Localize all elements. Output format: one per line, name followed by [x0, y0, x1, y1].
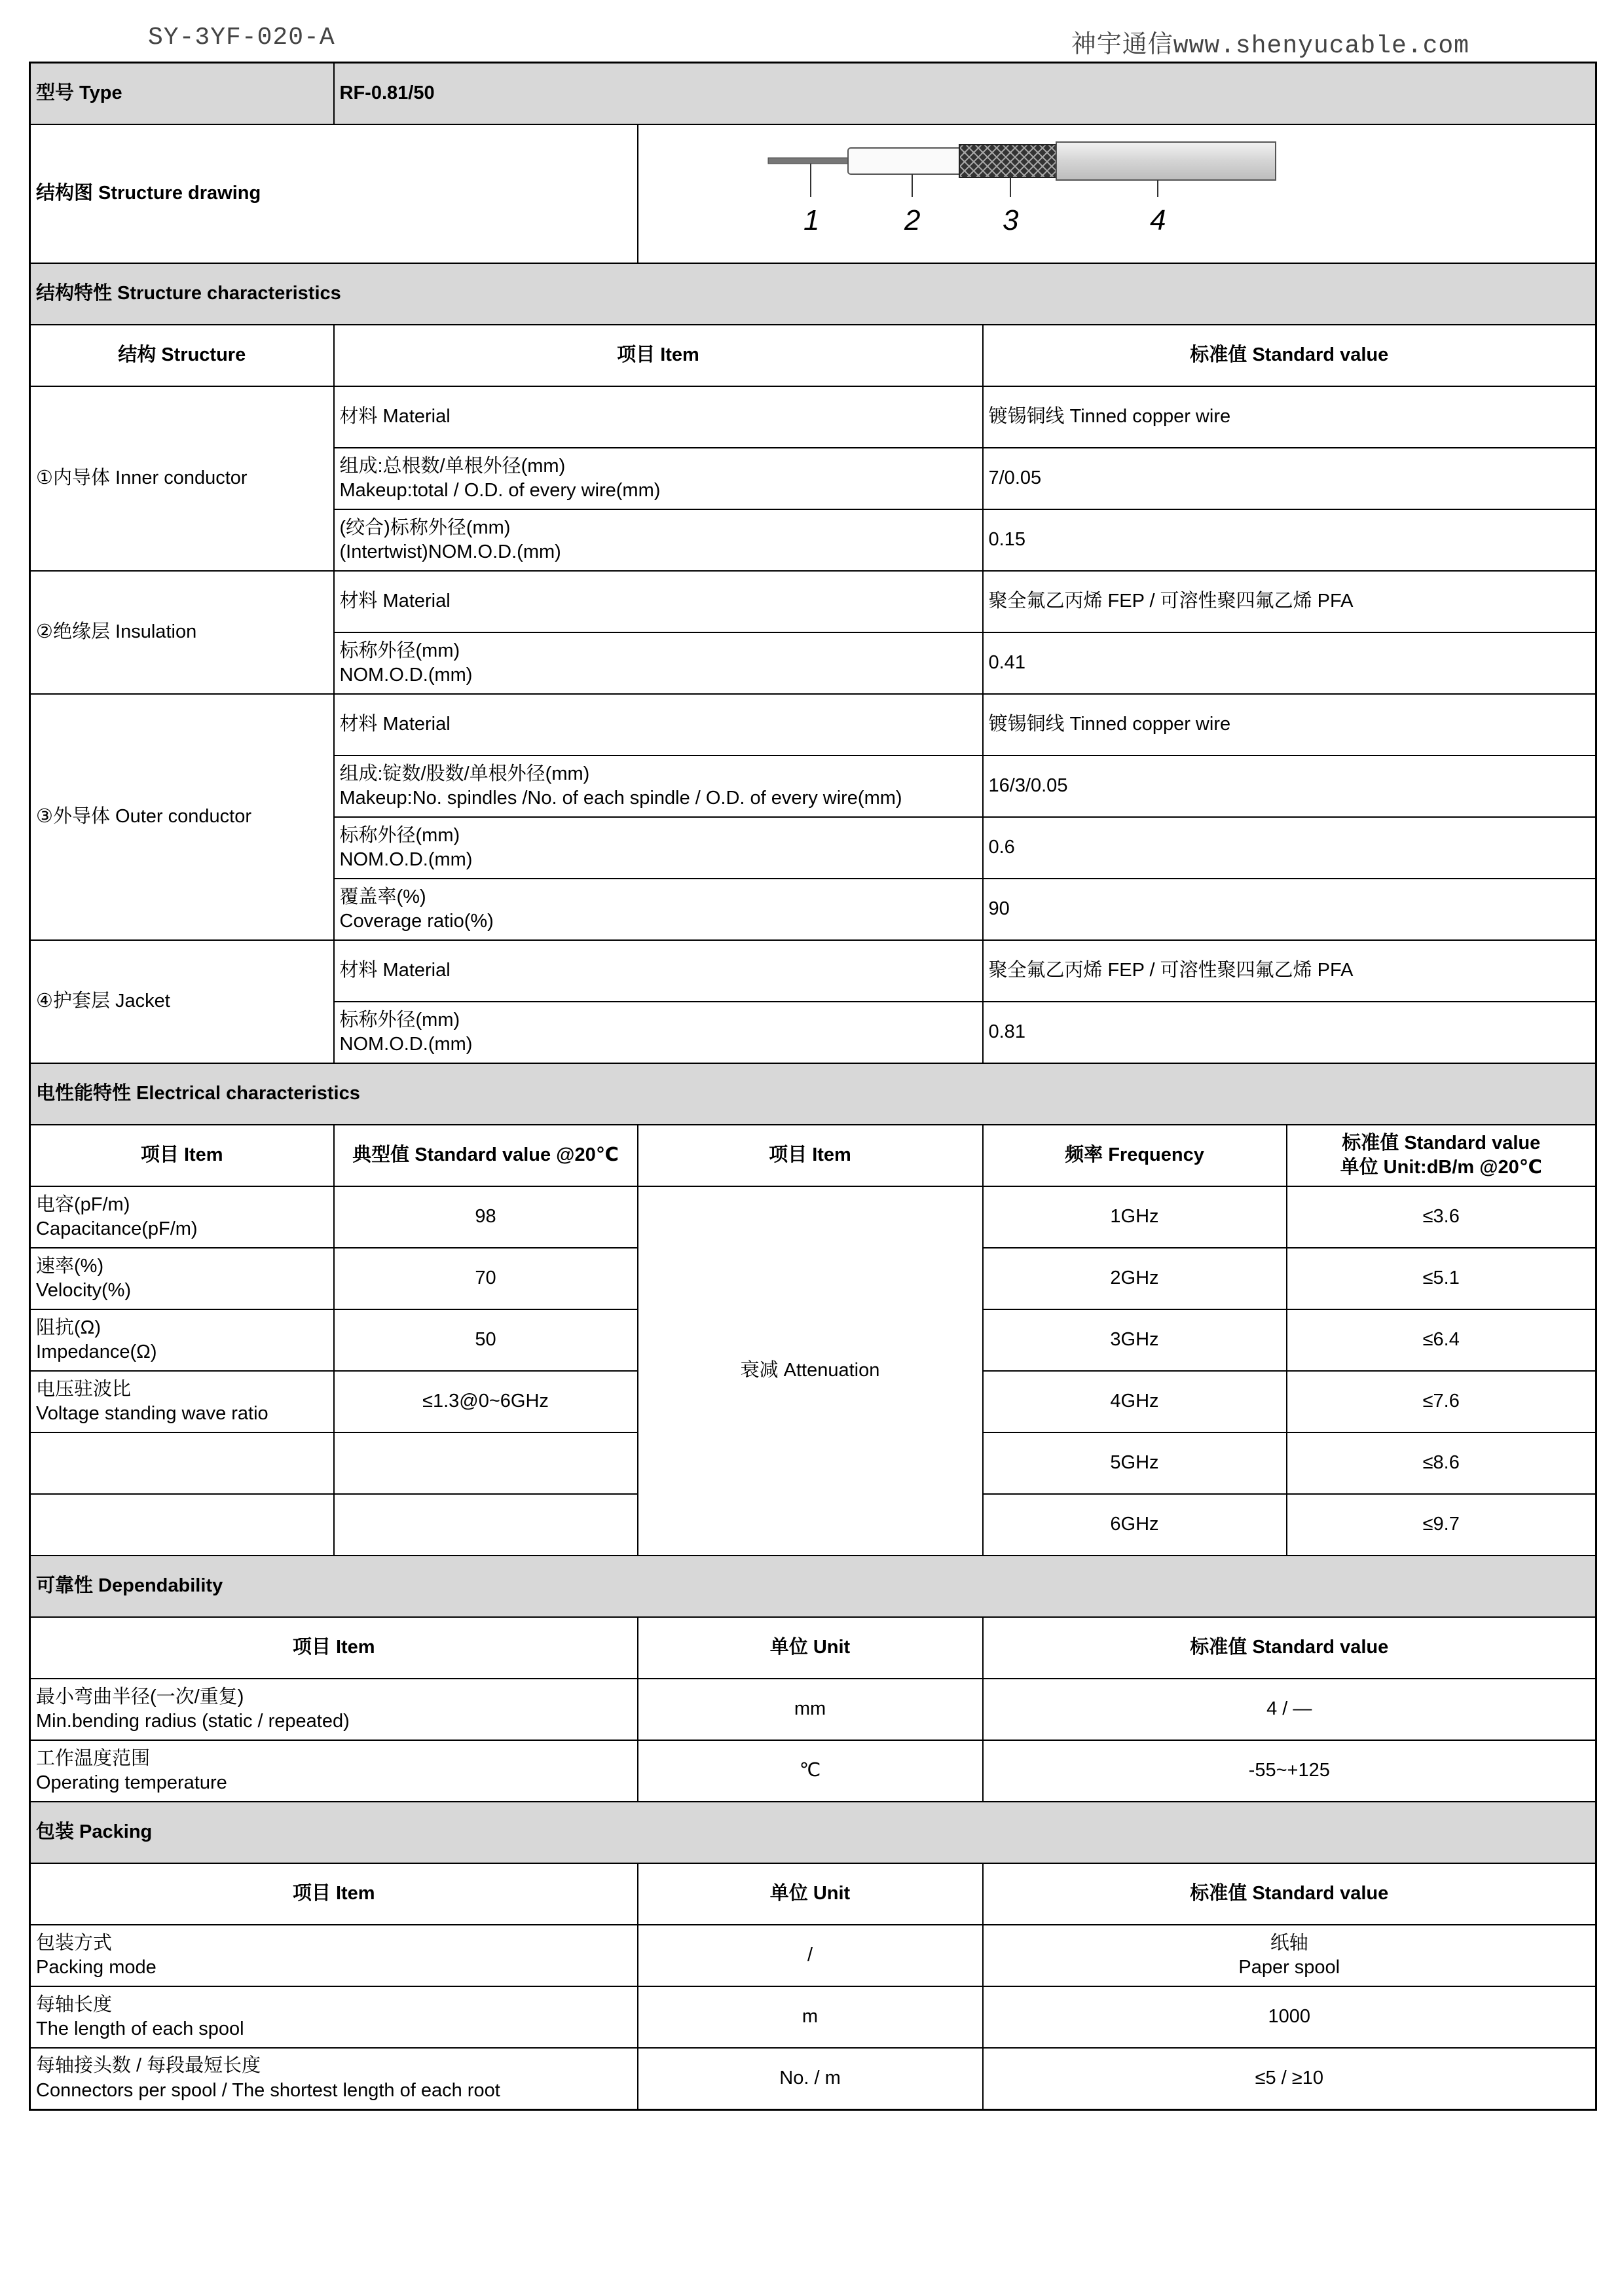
attenuation-label: 衰减 Attenuation — [638, 1186, 983, 1556]
item-cell — [30, 1248, 334, 1309]
item-cell — [334, 632, 983, 694]
table-row — [30, 1679, 1596, 1740]
type-row — [30, 63, 1596, 124]
value-cell — [334, 1432, 638, 1494]
standard-col-header: 标准值 Standard value — [983, 1863, 1596, 1925]
item-cn: 阻抗(Ω) — [36, 1317, 101, 1338]
item-col-header: 项目 Item — [30, 1125, 334, 1186]
value-cell: 镀锡铜线 Tinned copper wire — [983, 694, 1596, 756]
item-en: NOM.O.D.(mm) — [339, 1034, 473, 1055]
jacket-label: ④护套层 Jacket — [30, 940, 334, 1063]
item-col-header: 项目 Item — [30, 1863, 638, 1925]
value-cell: 1000 — [983, 1986, 1596, 2048]
std-line1: 标准值 Standard value — [1342, 1132, 1541, 1154]
structure-section-header — [30, 263, 1596, 325]
value-cell: 聚全氟乙丙烯 FEP / 可溶性聚四氟乙烯 PFA — [983, 940, 1596, 1002]
dependability-section-header — [30, 1556, 1596, 1617]
item-cell — [30, 1925, 638, 1986]
structure-title: 结构特性 Structure characteristics — [30, 263, 1596, 325]
value-cn: 纸轴 — [1270, 1932, 1308, 1954]
item-cell: 材料 Material — [334, 571, 983, 632]
value-cell: 98 — [334, 1186, 638, 1248]
item-cn: 每轴接头数 / 每段最短长度 — [36, 2055, 261, 2077]
item-cell — [30, 1309, 334, 1371]
outer-conductor-shape — [959, 145, 1058, 177]
unit-cell: / — [638, 1925, 983, 1986]
spec-table — [29, 62, 1597, 2111]
item-en: Connectors per spool / The shortest length of each root — [36, 2079, 500, 2101]
item-cell: 材料 Material — [334, 694, 983, 756]
atten-cell: ≤3.6 — [1287, 1186, 1596, 1248]
item-cell — [30, 1679, 638, 1740]
value-cell — [983, 1925, 1596, 1986]
atten-cell: ≤7.6 — [1287, 1371, 1596, 1432]
electrical-header-row — [30, 1125, 1596, 1186]
jacket-shape — [1056, 142, 1276, 180]
item-en: NOM.O.D.(mm) — [339, 849, 473, 871]
item-cn: 每轴长度 — [36, 1994, 113, 2015]
unit-cell: No. / m — [638, 2048, 983, 2109]
packing-section-header — [30, 1802, 1596, 1863]
packing-header-row — [30, 1863, 1596, 1925]
item-cell: 材料 Material — [334, 386, 983, 448]
structure-col-header: 结构 Structure — [30, 325, 334, 386]
item-cn: 工作温度范围 — [36, 1747, 151, 1769]
item-cell — [30, 1371, 334, 1432]
item-cell — [30, 1432, 334, 1494]
item-cell — [30, 1740, 638, 1802]
structure-drawing — [638, 124, 1596, 264]
item-cn: 标称外径(mm) — [339, 1009, 460, 1030]
item-en: Velocity(%) — [36, 1280, 132, 1302]
doc-code: SY-3YF-020-A — [148, 24, 335, 52]
atten-cell: ≤9.7 — [1287, 1494, 1596, 1556]
value-cell: ≤1.3@0~6GHz — [334, 1371, 638, 1432]
item-en: The length of each spool — [36, 2018, 244, 2040]
std-line2: 单位 Unit:dB/m @20℃ — [1340, 1157, 1542, 1178]
item-en: Impedance(Ω) — [36, 1341, 157, 1363]
table-row — [30, 571, 1596, 632]
item-cn: 电压驻波比 — [36, 1378, 132, 1400]
table-row — [30, 1740, 1596, 1802]
company-url: 神宇通信www.shenyucable.com — [1071, 32, 1469, 60]
value-cell: 70 — [334, 1248, 638, 1309]
item-cell — [30, 1494, 334, 1556]
type-label: 型号 Type — [30, 63, 334, 124]
drawing-label: 结构图 Structure drawing — [30, 124, 638, 264]
insulation-label: ②绝缘层 Insulation — [30, 571, 334, 694]
item-cn: 电容(pF/m) — [36, 1194, 130, 1215]
value-cell: 镀锡铜线 Tinned copper wire — [983, 386, 1596, 448]
item-en: NOM.O.D.(mm) — [339, 665, 473, 686]
atten-std-col-header — [1287, 1125, 1596, 1186]
item-cell — [334, 756, 983, 817]
item-en: Makeup:No. spindles /No. of each spindle / O.D. of every wire(mm) — [339, 788, 902, 809]
item-cn: 标称外径(mm) — [339, 640, 460, 661]
unit-col-header: 单位 Unit — [638, 1617, 983, 1679]
dependability-header-row — [30, 1617, 1596, 1679]
table-row — [30, 386, 1596, 448]
atten-cell: ≤8.6 — [1287, 1432, 1596, 1494]
value-cell: 0.81 — [983, 1002, 1596, 1063]
value-cell: 0.15 — [983, 509, 1596, 571]
table-row — [30, 1986, 1596, 2048]
item-cell — [334, 448, 983, 509]
atten-cell: ≤5.1 — [1287, 1248, 1596, 1309]
item-col-header: 项目 Item — [30, 1617, 638, 1679]
callout-3: 3 — [1002, 204, 1018, 236]
standard-col-header: 标准值 Standard value — [983, 1617, 1596, 1679]
outer-conductor-label: ③外导体 Outer conductor — [30, 694, 334, 940]
freq-cell: 5GHz — [983, 1432, 1287, 1494]
value-cell: 90 — [983, 879, 1596, 940]
value-cell: 50 — [334, 1309, 638, 1371]
value-cell: 7/0.05 — [983, 448, 1596, 509]
value-cell: 0.41 — [983, 632, 1596, 694]
item-en: Makeup:total / O.D. of every wire(mm) — [339, 480, 661, 501]
table-row — [30, 1186, 1596, 1248]
cable-drawing — [644, 125, 1596, 256]
value-cell: 聚全氟乙丙烯 FEP / 可溶性聚四氟乙烯 PFA — [983, 571, 1596, 632]
item-col-header: 项目 Item — [334, 325, 983, 386]
type-value: RF-0.81/50 — [334, 63, 1596, 124]
table-row — [30, 694, 1596, 756]
table-row — [30, 940, 1596, 1002]
item-cell: 材料 Material — [334, 940, 983, 1002]
atten-cell: ≤6.4 — [1287, 1309, 1596, 1371]
freq-cell: 3GHz — [983, 1309, 1287, 1371]
table-row — [30, 2048, 1596, 2109]
item-cell — [334, 817, 983, 879]
frequency-col-header: 频率 Frequency — [983, 1125, 1287, 1186]
item-cell — [334, 879, 983, 940]
insulation-shape — [848, 148, 963, 174]
item-cn: 组成:总根数/单根外径(mm) — [339, 455, 566, 477]
item-en: Min.bending radius (static / repeated) — [36, 1711, 350, 1732]
value-cell: 0.6 — [983, 817, 1596, 879]
dependability-title: 可靠性 Dependability — [30, 1556, 1596, 1617]
value-cell: -55~+125 — [983, 1740, 1596, 1802]
callout-2: 2 — [904, 204, 920, 236]
item-cn: 组成:锭数/股数/单根外径(mm) — [339, 763, 590, 784]
callout-4: 4 — [1149, 204, 1166, 236]
table-row — [30, 1925, 1596, 1986]
unit-cell: m — [638, 1986, 983, 2048]
item-en: Coverage ratio(%) — [339, 911, 494, 932]
item-cell — [334, 1002, 983, 1063]
freq-cell: 6GHz — [983, 1494, 1287, 1556]
item-en: Capacitance(pF/m) — [36, 1218, 198, 1240]
item-cn: 速率(%) — [36, 1255, 104, 1277]
unit-cell: mm — [638, 1679, 983, 1740]
freq-cell: 4GHz — [983, 1371, 1287, 1432]
item-en: (Intertwist)NOM.O.D.(mm) — [339, 541, 561, 563]
structure-header-row — [30, 325, 1596, 386]
item2-col-header: 项目 Item — [638, 1125, 983, 1186]
item-cell — [30, 1186, 334, 1248]
callout-1: 1 — [803, 204, 819, 236]
value-cell — [334, 1494, 638, 1556]
electrical-section-header — [30, 1063, 1596, 1125]
item-cn: (绞合)标称外径(mm) — [339, 517, 511, 538]
unit-cell: ℃ — [638, 1740, 983, 1802]
inner-conductor-shape — [768, 158, 850, 164]
value-cell: 4 / — — [983, 1679, 1596, 1740]
standard-col-header: 标准值 Standard value — [983, 325, 1596, 386]
item-cell — [30, 1986, 638, 2048]
packing-title: 包装 Packing — [30, 1802, 1596, 1863]
item-cn: 标称外径(mm) — [339, 824, 460, 846]
item-en: Operating temperature — [36, 1772, 227, 1794]
unit-col-header: 单位 Unit — [638, 1863, 983, 1925]
item-cn: 包装方式 — [36, 1932, 113, 1954]
item-cell — [334, 509, 983, 571]
freq-cell: 2GHz — [983, 1248, 1287, 1309]
item-cn: 最小弯曲半径(一次/重复) — [36, 1686, 244, 1707]
inner-conductor-label: ①内导体 Inner conductor — [30, 386, 334, 571]
electrical-title: 电性能特性 Electrical characteristics — [30, 1063, 1596, 1125]
item-cn: 覆盖率(%) — [339, 886, 426, 907]
item-en: Voltage standing wave ratio — [36, 1403, 268, 1425]
typical-col-header: 典型值 Standard value @20℃ — [334, 1125, 638, 1186]
value-en: Paper spool — [1238, 1957, 1340, 1978]
item-cell — [30, 2048, 638, 2109]
drawing-row — [30, 124, 1596, 264]
item-en: Packing mode — [36, 1957, 157, 1978]
value-cell: 16/3/0.05 — [983, 756, 1596, 817]
freq-cell: 1GHz — [983, 1186, 1287, 1248]
value-cell: ≤5 / ≥10 — [983, 2048, 1596, 2109]
